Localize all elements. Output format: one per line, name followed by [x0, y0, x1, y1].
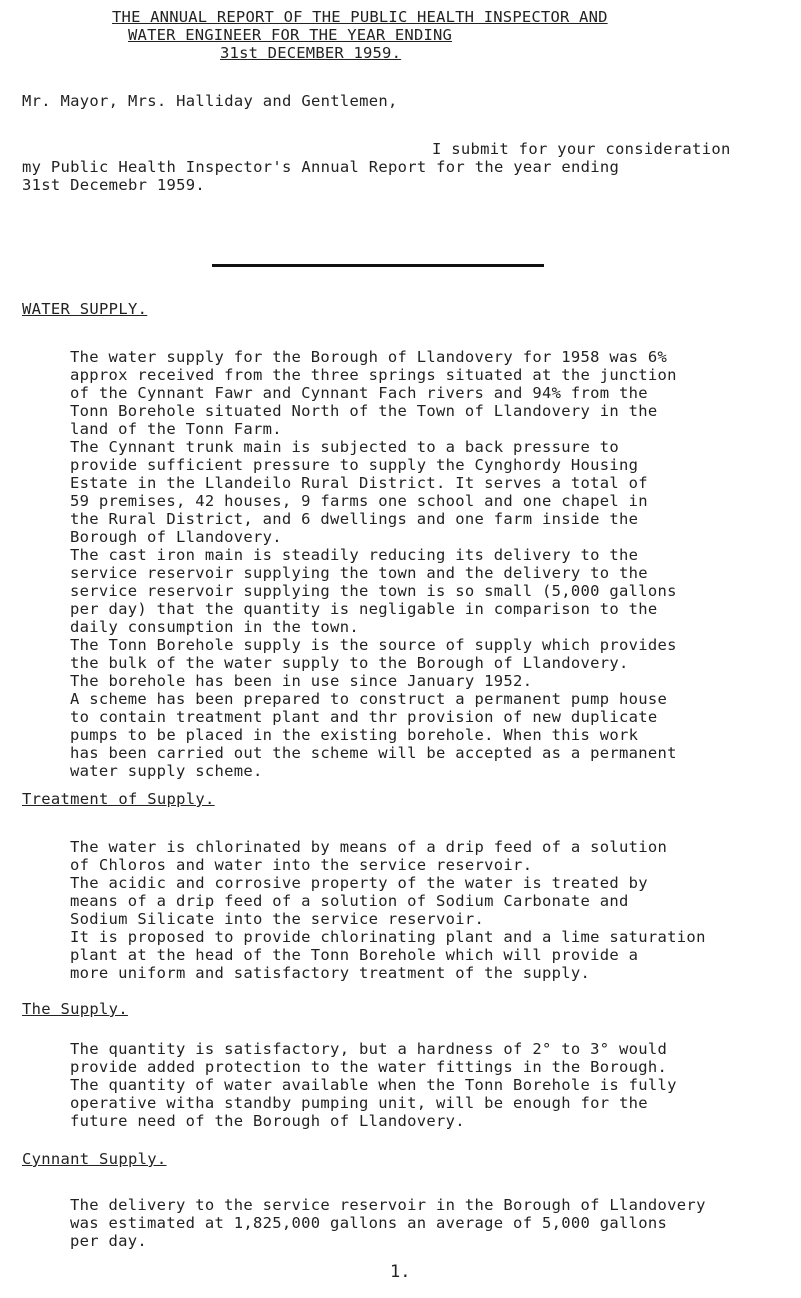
body-line: A scheme has been prepared to construct a permanent pump house	[70, 690, 668, 708]
body-line: plant at the head of the Tonn Borehole which will provide a	[70, 946, 639, 964]
intro-line-2: my Public Health Inspector's Annual Report for the year ending	[22, 158, 620, 176]
body-line: The Tonn Borehole supply is the source of supply which provides	[70, 636, 677, 654]
body-line: Sodium Silicate into the service reservoir.	[70, 910, 485, 928]
body-line: of Chloros and water into the service reservoir.	[70, 856, 533, 874]
page-number: 1.	[390, 1262, 411, 1282]
body-line: provide sufficient pressure to supply the Cynghordy Housing	[70, 456, 639, 474]
section-heading-water-supply: WATER SUPPLY.	[22, 300, 148, 318]
body-line: more uniform and satisfactory treatment of the supply.	[70, 964, 591, 982]
section-heading-cynnant-supply: Cynnant Supply.	[22, 1150, 167, 1168]
body-line: Estate in the Llandeilo Rural District. It serves a total of	[70, 474, 648, 492]
body-line: The cast iron main is steadily reducing its delivery to the	[70, 546, 639, 564]
body-line: of the Cynnant Fawr and Cynnant Fach rivers and 94% from the	[70, 384, 648, 402]
body-line: to contain treatment plant and thr provision of new duplicate	[70, 708, 658, 726]
intro-line-3: 31st Decemebr 1959.	[22, 176, 206, 194]
body-line: 59 premises, 42 houses, 9 farms one school and one chapel in	[70, 492, 648, 510]
intro-line-1: I submit for your consideration	[432, 140, 731, 158]
body-line: The borehole has been in use since January 1952.	[70, 672, 533, 690]
body-line: future need of the Borough of Llandovery.	[70, 1112, 465, 1130]
body-line: Borough of Llandovery.	[70, 528, 282, 546]
salutation: Mr. Mayor, Mrs. Halliday and Gentlemen,	[22, 92, 398, 110]
body-line: per day) that the quantity is negligable in comparison to the	[70, 600, 658, 618]
body-line: daily consumption in the town.	[70, 618, 359, 636]
report-title-line-2: WATER ENGINEER FOR THE YEAR ENDING	[128, 26, 453, 44]
body-line: the Rural District, and 6 dwellings and one farm inside the	[70, 510, 639, 528]
body-line: means of a drip feed of a solution of Sodium Carbonate and	[70, 892, 629, 910]
body-line: The water supply for the Borough of Llandovery for 1958 was 6%	[70, 348, 668, 366]
body-line: The quantity of water available when the Tonn Borehole is fully	[70, 1076, 677, 1094]
section-heading-treatment: Treatment of Supply.	[22, 790, 215, 808]
body-line: land of the Tonn Farm.	[70, 420, 282, 438]
body-line: The water is chlorinated by means of a drip feed of a solution	[70, 838, 668, 856]
section-divider	[212, 264, 544, 267]
body-line: operative witha standby pumping unit, will be enough for the	[70, 1094, 648, 1112]
body-line: approx received from the three springs situated at the junction	[70, 366, 677, 384]
body-line: Tonn Borehole situated North of the Town of Llandovery in the	[70, 402, 658, 420]
body-line: It is proposed to provide chlorinating plant and a lime saturation	[70, 928, 706, 946]
body-line: The acidic and corrosive property of the water is treated by	[70, 874, 648, 892]
body-line: service reservoir supplying the town and the delivery to the	[70, 564, 648, 582]
body-line: has been carried out the scheme will be accepted as a permanent	[70, 744, 677, 762]
report-title-line-3: 31st DECEMBER 1959.	[220, 44, 402, 62]
body-line: per day.	[70, 1232, 148, 1250]
body-line: service reservoir supplying the town is so small (5,000 gallons	[70, 582, 677, 600]
body-line: was estimated at 1,825,000 gallons an average of 5,000 gallons	[70, 1214, 668, 1232]
body-line: pumps to be placed in the existing borehole. When this work	[70, 726, 639, 744]
body-line: The quantity is satisfactory, but a hardness of 2° to 3° would	[70, 1040, 668, 1058]
body-line: The delivery to the service reservoir in the Borough of Llandovery	[70, 1196, 706, 1214]
body-line: the bulk of the water supply to the Borough of Llandovery.	[70, 654, 629, 672]
body-line: provide added protection to the water fittings in the Borough.	[70, 1058, 668, 1076]
body-line: The Cynnant trunk main is subjected to a back pressure to	[70, 438, 620, 456]
section-heading-the-supply: The Supply.	[22, 1000, 128, 1018]
body-line: water supply scheme.	[70, 762, 263, 780]
report-title-line-1: THE ANNUAL REPORT OF THE PUBLIC HEALTH INSPECTOR AND	[112, 8, 608, 26]
